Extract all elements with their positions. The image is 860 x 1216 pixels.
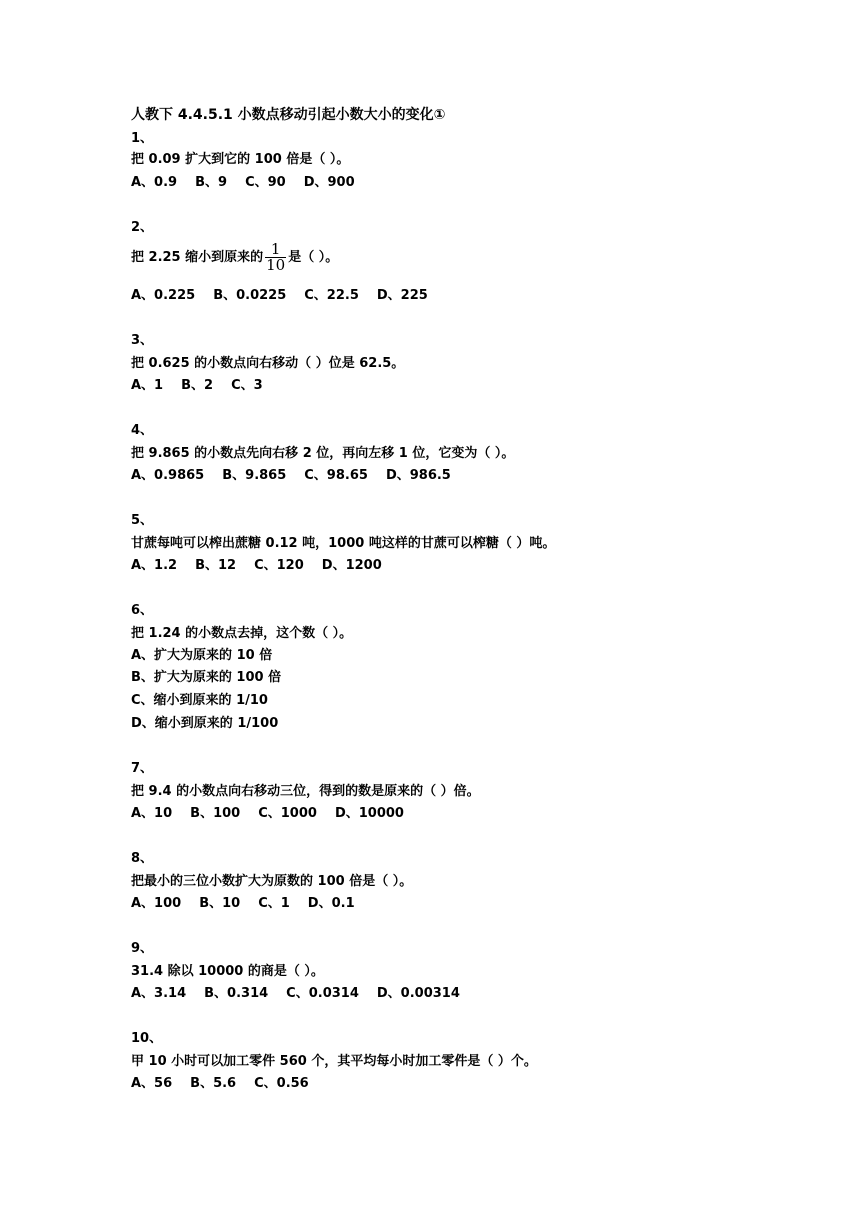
- question-8-number: 8、: [131, 851, 154, 866]
- worksheet-title: 人教下 4.4.5.1 小数点移动引起小数大小的变化①: [131, 107, 446, 123]
- option-b: B、9: [195, 175, 228, 190]
- question-6-option-d: D、缩小到原来的 1/100: [131, 716, 279, 731]
- option-c: C、0.0314: [286, 986, 359, 1001]
- option-b: B、0.314: [204, 986, 269, 1001]
- question-6-option-b: B、扩大为原来的 100 倍: [131, 670, 282, 685]
- option-a: A、0.9: [131, 175, 178, 190]
- option-c: C、3: [231, 378, 263, 393]
- question-5-number: 5、: [131, 513, 154, 528]
- option-a: A、10: [131, 806, 173, 821]
- question-2-options: [131, 287, 446, 305]
- question-6-option-a: A、扩大为原来的 10 倍: [131, 648, 273, 663]
- question-3-number: 3、: [131, 333, 154, 348]
- option-b: B、2: [181, 378, 214, 393]
- question-4-stem: 把 9.865 的小数点先向右移 2 位，再向左移 1 位，它变为（ ）。: [131, 446, 515, 461]
- option-d: D、986.5: [385, 468, 451, 483]
- option-c: C、90: [245, 175, 286, 190]
- question-2-number: 2、: [131, 220, 154, 235]
- question-1-stem: 把 0.09 扩大到它的 100 倍是（ ）。: [131, 152, 350, 167]
- question-4-options: [131, 467, 469, 485]
- question-2-stem: [131, 242, 338, 273]
- question-3-options: [131, 377, 281, 395]
- question-1-number: 1、: [131, 131, 154, 146]
- option-c: C、1000: [258, 806, 317, 821]
- option-d: D、10000: [334, 806, 404, 821]
- option-b: B、5.6: [190, 1076, 237, 1091]
- question-9-stem: 31.4 除以 10000 的商是（ ）。: [131, 964, 324, 979]
- option-c: C、1: [258, 896, 290, 911]
- question-9-number: 9、: [131, 941, 154, 956]
- option-d: D、900: [303, 175, 355, 190]
- question-5-options: [131, 557, 400, 575]
- fraction-one-tenth: [265, 242, 286, 273]
- option-a: A、3.14: [131, 986, 187, 1001]
- option-d: D、0.1: [307, 896, 355, 911]
- question-7-number: 7、: [131, 761, 154, 776]
- option-a: A、1: [131, 378, 164, 393]
- fraction-numerator: 1: [265, 242, 286, 258]
- option-a: A、1.2: [131, 558, 178, 573]
- question-5-stem: 甘蔗每吨可以榨出蔗糖 0.12 吨，1000 吨这样的甘蔗可以榨糖（ ）吨。: [131, 536, 556, 551]
- fraction-denominator: 10: [266, 256, 286, 274]
- question-7-options: [131, 805, 422, 823]
- option-b: B、9.865: [222, 468, 287, 483]
- question-1-options: [131, 174, 373, 192]
- question-6-number: 6、: [131, 603, 154, 618]
- option-c: C、0.56: [254, 1076, 309, 1091]
- option-d: D、1200: [321, 558, 382, 573]
- option-a: A、56: [131, 1076, 173, 1091]
- question-6-stem: 把 1.24 的小数点去掉，这个数（ ）。: [131, 626, 353, 641]
- question-7-stem: 把 9.4 的小数点向右移动三位，得到的数是原来的（ ）倍。: [131, 784, 480, 799]
- question-3-stem: 把 0.625 的小数点向右移动（ ）位是 62.5。: [131, 356, 405, 371]
- question-10-number: 10、: [131, 1031, 163, 1046]
- option-d: D、0.00314: [376, 986, 460, 1001]
- option-a: A、0.9865: [131, 468, 205, 483]
- question-6-option-c: C、缩小到原来的 1/10: [131, 693, 268, 708]
- option-b: B、100: [190, 806, 241, 821]
- option-a: A、0.225: [131, 288, 196, 303]
- option-b: B、12: [195, 558, 237, 573]
- question-4-number: 4、: [131, 423, 154, 438]
- question-2-stem-before: 把 2.25 缩小到原来的: [131, 250, 264, 265]
- option-a: A、100: [131, 896, 182, 911]
- question-10-stem: 甲 10 小时可以加工零件 560 个，其平均每小时加工零件是（ ）个。: [131, 1054, 537, 1069]
- option-c: C、120: [254, 558, 304, 573]
- question-2-stem-after: 是（ ）。: [288, 250, 339, 265]
- option-c: C、22.5: [304, 288, 359, 303]
- question-8-stem: 把最小的三位小数扩大为原数的 100 倍是（ ）。: [131, 874, 413, 889]
- question-10-options: [131, 1075, 327, 1093]
- option-b: B、10: [199, 896, 241, 911]
- option-c: C、98.65: [304, 468, 368, 483]
- option-d: D、225: [376, 288, 428, 303]
- question-8-options: [131, 895, 373, 913]
- question-9-options: [131, 985, 478, 1003]
- option-b: B、0.0225: [213, 288, 287, 303]
